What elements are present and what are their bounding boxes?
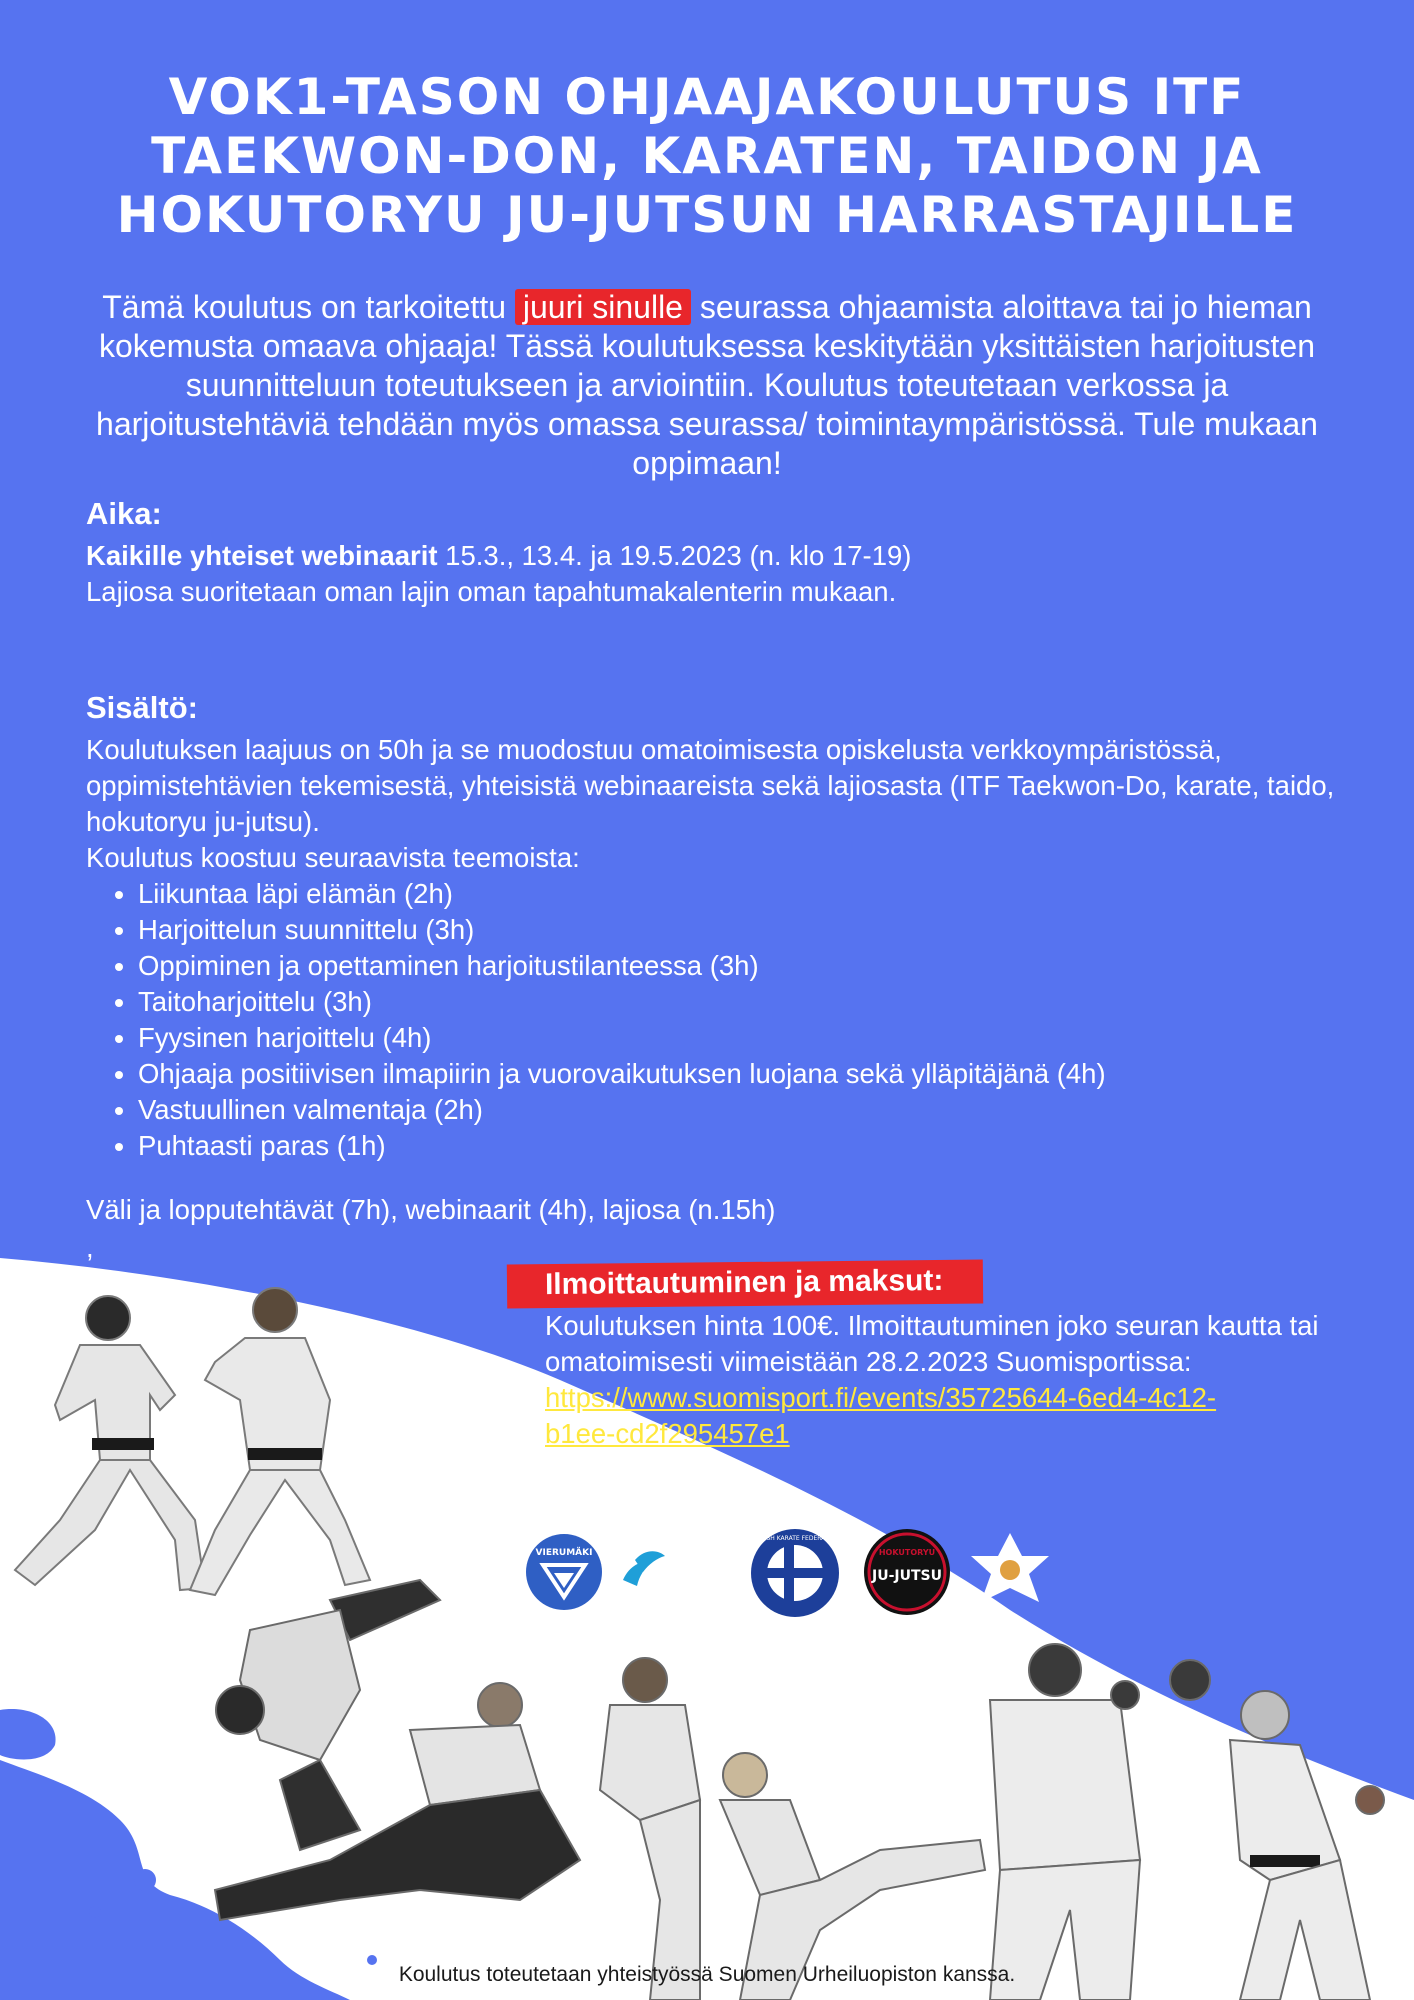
intro-text: seurassa ohjaamista aloittava tai jo hieman kokemusta omaava ohjaaja! Tässä koulutuksessa keskitytään yksittäisten harjoitusten suunnitteluun toteutukseen ja arviointiin. Koulutus toteutetaan verkossa ja harjoitustehtäviä tehdään myös omassa seurassa/ toimintaympäristössä. Tule mukaan oppimaan!: [96, 289, 1318, 481]
vierumaki-label: VIERUMÄKI: [535, 1548, 593, 1558]
sisalto-section: [86, 688, 1366, 1164]
jujutsu-main-label: JU-JUTSU: [872, 1568, 942, 1584]
lajiosa-text: Lajiosa suoritetaan oman lajin oman tapahtumakalenterin mukaan.: [86, 576, 897, 607]
webinar-text: 15.3., 13.4. ja 19.5.2023 (n. klo 17-19): [437, 540, 912, 571]
registration-section: [545, 1262, 1335, 1452]
hokutoryu-jujutsu-logo: [863, 1528, 951, 1616]
finnish-karate-federation-logo: [750, 1528, 840, 1618]
link-line[interactable]: https://www.suomisport.fi/events/35725644-6ed4-4c12-: [545, 1382, 1217, 1413]
list-item: • Oppiminen ja opettaminen harjoitustilanteessa (3h): [138, 948, 1366, 984]
link-line[interactable]: b1ee-cd2f295457e1: [545, 1418, 790, 1449]
blue-splash-dot: [134, 1869, 156, 1891]
registration-text: Koulutuksen hinta 100€. Ilmoittautuminen joko seuran kautta tai omatoimisesti viimeistään 28.2.2023 Suomisportissa:: [545, 1310, 1319, 1377]
title-line: TAEKWON-DON, KARATEN, TAIDON JA: [151, 127, 1263, 185]
sisalto-description: Koulutuksen laajuus on 50h ja se muodostuu omatoimisesta opiskelusta verkkoympäristössä, oppimistehtävien tekemisestä, yhteisistä webinaareista sekä lajiosasta (ITF Taekwon-Do, karate, taido, hokutoryu ju-jutsu).: [86, 734, 1335, 837]
registration-heading: Ilmoittautuminen ja maksut:: [507, 1260, 984, 1309]
list-item: • Ohjaaja positiivisen ilmapiirin ja vuorovaikutuksen luojana sekä ylläpitäjänä (4h): [138, 1056, 1366, 1092]
intro-highlight: juuri sinulle: [515, 289, 691, 325]
webinar-label: Kaikille yhteiset webinaarit: [86, 540, 438, 571]
stray-comma: ,: [86, 1232, 94, 1263]
topics-list: [86, 876, 1366, 1164]
itf-main-label: ITF TAEKWON-DO: [651, 1594, 740, 1604]
intro-text: Tämä koulutus on tarkoitettu: [102, 289, 515, 325]
title-line: VOK1-TASON OHJAAJAKOULUTUS ITF: [168, 68, 1246, 126]
list-item: • Vastuullinen valmentaja (2h): [138, 1092, 1366, 1128]
list-item: • Harjoittelun suunnittelu (3h): [138, 912, 1366, 948]
itf-small-label: SUOMEN: [651, 1583, 687, 1592]
hours-summary: Väli ja lopputehtävät (7h), webinaarit (4h), lajiosa (n.15h): [86, 1194, 776, 1225]
title-line: HOKUTORYU JU-JUTSUN HARRASTAJILLE: [116, 186, 1298, 244]
itf-taekwondo-logo: [615, 1538, 765, 1608]
partner-logos: [525, 1528, 1065, 1618]
sisalto-heading: Sisältö:: [86, 690, 198, 725]
intro-paragraph: [80, 288, 1334, 483]
suomisport-link[interactable]: [545, 1382, 1216, 1449]
list-item: • Liikuntaa läpi elämän (2h): [138, 876, 1366, 912]
footer-note: Koulutus toteutetaan yhteistyössä Suomen Urheiluopiston kanssa.: [398, 1963, 1016, 1986]
list-item: • Taitoharjoittelu (3h): [138, 984, 1366, 1020]
taido-logo: [965, 1528, 1055, 1618]
blue-splash-dot: [89, 1906, 101, 1918]
vierumaki-logo: [525, 1533, 603, 1611]
webinar-dates: [86, 538, 1366, 574]
list-item: • Fyysinen harjoittelu (4h): [138, 1020, 1366, 1056]
aika-section: [86, 494, 1366, 610]
karate-label: FINNISH KARATE FEDERATION: [750, 1535, 840, 1542]
topics-intro: Koulutus koostuu seuraavista teemoista:: [86, 842, 580, 873]
aika-heading: Aika:: [86, 496, 162, 531]
list-item: • Puhtaasti paras (1h): [138, 1128, 1366, 1164]
jujutsu-top-label: HOKUTORYU: [878, 1548, 936, 1557]
page-title: [60, 68, 1354, 245]
